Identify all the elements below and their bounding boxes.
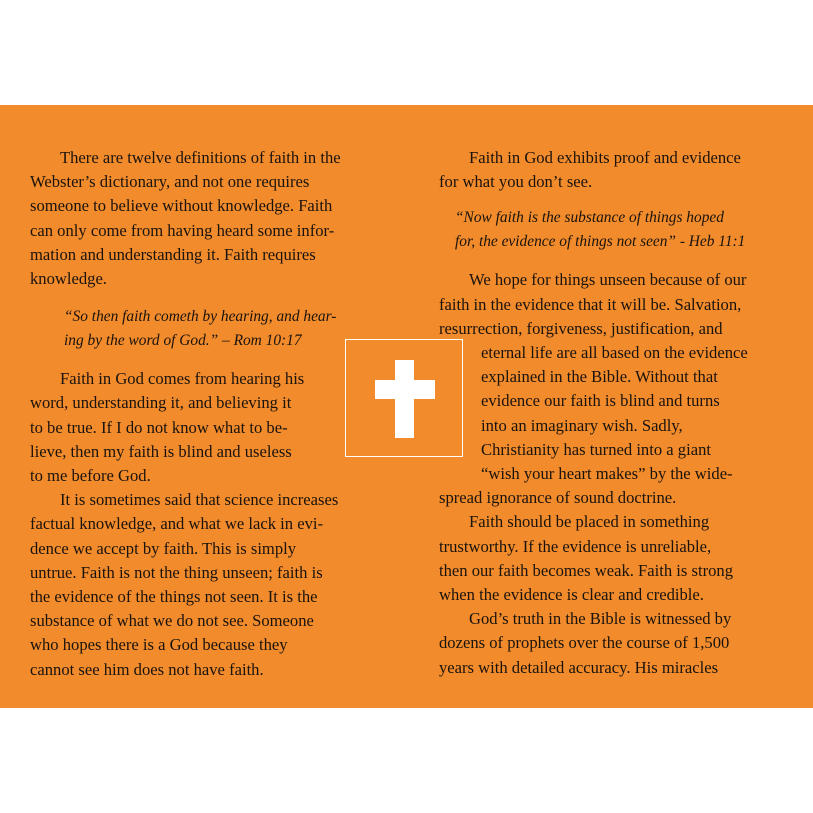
left-p2-l4: lieve, then my faith is blind and useless (30, 441, 292, 461)
right-p2-l8: Christianity has turned into a giant (481, 439, 711, 459)
right-p3-l1: Faith should be placed in something (469, 512, 710, 532)
left-p2-l5: to me before God. (30, 466, 151, 486)
left-p1-l3: someone to believe without knowledge. Faith (30, 196, 333, 216)
right-p2-l3: resurrection, forgiveness, justification, and (439, 318, 723, 338)
left-p3-l6: substance of what we do not see. Someone (30, 611, 314, 631)
left-quote-l1: “So then faith cometh by hearing, and hear- (64, 308, 337, 326)
right-p3-l3: then our faith becomes weak. Faith is strong (439, 560, 734, 580)
right-p4-l3: years with detailed accuracy. His miracles (439, 657, 719, 677)
right-p1-l2: for what you don’t see. (439, 172, 593, 192)
left-p1-l4: can only come from having heard some infor- (30, 220, 335, 240)
left-p3-l3: dence we accept by faith. This is simply (30, 538, 297, 558)
left-p3-l5: the evidence of the things not seen. It is the (30, 587, 318, 607)
right-p2-l6: evidence our faith is blind and turns (481, 391, 720, 411)
left-p2-l2: word, understanding it, and believing it (30, 393, 292, 413)
left-p3-l2: factual knowledge, and what we lack in evi- (30, 514, 324, 534)
right-quote-l2: for, the evidence of things not seen” - Heb 11:1 (455, 233, 746, 251)
right-p2-l10: spread ignorance of sound doctrine. (439, 488, 677, 508)
right-p2-l9: “wish your heart makes” by the wide- (481, 464, 733, 484)
left-quote (30, 305, 380, 353)
right-p2-l5: explained in the Bible. Without that (481, 367, 718, 387)
left-p3-l4: untrue. Faith is not the thing unseen; faith is (30, 562, 323, 582)
right-p2-l4: eternal life are all based on the evidence (481, 343, 748, 363)
left-p3-l1: It is sometimes said that science increases (60, 490, 339, 510)
right-column (439, 146, 789, 680)
left-p3-l8: cannot see him does not have faith. (30, 659, 264, 679)
right-p2-l7: into an imaginary wish. Sadly, (481, 415, 683, 435)
cross-bar (375, 380, 435, 399)
left-p3-l7: who hopes there is a God because they (30, 635, 288, 655)
right-p4-l2: dozens of prophets over the course of 1,500 (439, 633, 730, 653)
right-p2-l1: We hope for things unseen because of our (469, 270, 747, 290)
left-p1-l1: There are twelve definitions of faith in the (60, 148, 341, 167)
left-quote-l2: ing by the word of God.” – Rom 10:17 (64, 332, 302, 350)
left-p1-l6: knowledge. (30, 269, 107, 289)
right-p3-l2: trustworthy. If the evidence is unreliable, (439, 536, 712, 556)
christian-cross-icon (395, 360, 414, 438)
right-p2-l2: faith in the evidence that it will be. Salvation, (439, 294, 742, 314)
left-p2-l3: to be true. If I do not know what to be- (30, 417, 288, 437)
right-p4-l1: God’s truth in the Bible is witnessed by (469, 609, 732, 629)
right-quote (439, 206, 789, 254)
left-p1-l5: mation and understanding it. Faith requires (30, 244, 316, 264)
left-p1-l2: Webster’s dictionary, and not one requires (30, 172, 310, 192)
right-p1-l1: Faith in God exhibits proof and evidence (469, 148, 741, 167)
right-p3-l4: when the evidence is clear and credible. (439, 585, 704, 605)
left-column (30, 146, 380, 682)
right-quote-l1: “Now faith is the substance of things hoped (455, 209, 724, 227)
left-p2-l1: Faith in God comes from hearing his (60, 369, 305, 389)
